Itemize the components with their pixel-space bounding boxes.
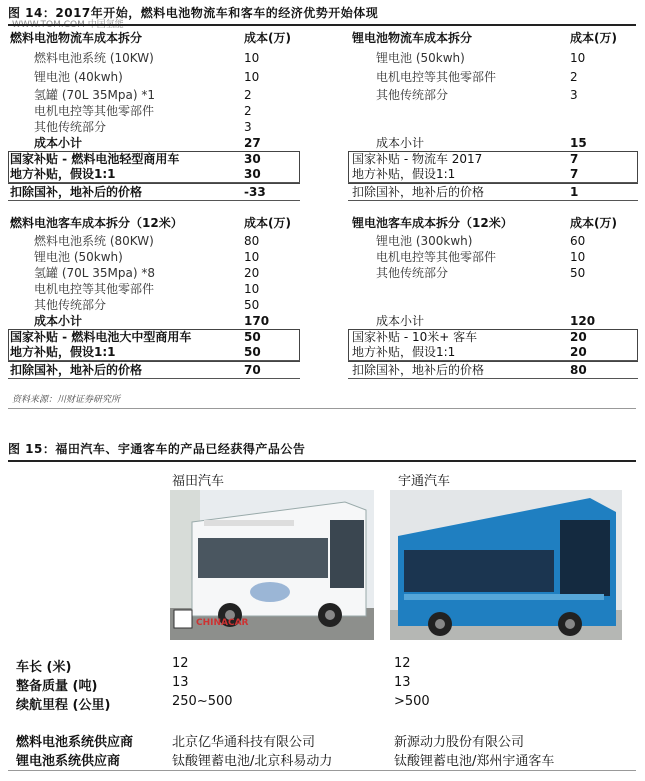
net-price-label: 扣除国补，地补后的价格 xyxy=(352,185,485,199)
row-label: 其他传统部分 xyxy=(34,298,107,312)
net-price-label: 扣除国补，地补后的价格 xyxy=(352,363,485,377)
subsidy-value: 30 xyxy=(244,152,261,166)
table-header: 锂电池客车成本拆分（12米） xyxy=(352,216,513,230)
spec-label: 整备质量 (吨) xyxy=(16,679,98,694)
subsidy-label: 国家补贴 - 燃料电池轻型商用车 xyxy=(10,152,180,166)
row-label: 其他传统部分 xyxy=(34,120,107,134)
column-header-yutong: 宇通汽车 xyxy=(398,474,451,489)
net-price-label: 扣除国补，地补后的价格 xyxy=(10,363,143,377)
spec-label: 续航里程 (公里) xyxy=(16,698,111,713)
spec-value-yutong: 12 xyxy=(394,656,411,671)
subsidy-value: 20 xyxy=(570,330,587,344)
subtotal-label: 成本小计 xyxy=(376,136,425,150)
subtotal-label: 成本小计 xyxy=(376,314,425,328)
source-note: 资料来源：川财证券研究所 xyxy=(12,395,121,405)
divider xyxy=(348,360,638,361)
subtotal-value: 27 xyxy=(244,136,261,150)
row-label: 其他传统部分 xyxy=(376,88,449,102)
supplier-label: 燃料电池系统供应商 xyxy=(16,735,134,750)
subsidy-label: 地方补贴，假设1:1 xyxy=(352,167,456,181)
divider xyxy=(8,408,636,409)
table-header-unit: 成本(万) xyxy=(244,31,291,45)
net-price-label: 扣除国补，地补后的价格 xyxy=(10,185,143,199)
yutong-bus-illustration xyxy=(390,490,622,640)
subtotal-value: 15 xyxy=(570,136,587,150)
row-value: 3 xyxy=(244,120,252,134)
spec-value-yutong: 13 xyxy=(394,675,411,690)
subsidy-value: 30 xyxy=(244,167,261,181)
table-header-unit: 成本(万) xyxy=(244,216,291,230)
subsidy-label: 国家补贴 - 物流车 2017 xyxy=(352,152,483,166)
subsidy-value: 7 xyxy=(570,152,579,166)
row-value: 2 xyxy=(570,70,578,84)
row-label: 燃料电池系统 (80KW) xyxy=(34,234,154,248)
row-label: 锂电池 (40kwh) xyxy=(34,70,123,84)
row-label: 电机电控等其他零部件 xyxy=(34,104,155,118)
net-price-value: 1 xyxy=(570,185,579,199)
row-value: 10 xyxy=(570,250,586,264)
photo-watermark-logo: CHINACAR xyxy=(196,618,249,628)
subsidy-value: 7 xyxy=(570,167,579,181)
row-value: 10 xyxy=(244,250,260,264)
row-value: 10 xyxy=(244,51,260,65)
supplier-value-yutong: 钛酸锂蓄电池/郑州宇通客车 xyxy=(394,754,555,769)
row-value: 10 xyxy=(244,282,260,296)
supplier-value-yutong: 新源动力股份有限公司 xyxy=(394,735,525,750)
divider xyxy=(8,770,636,771)
subsidy-label: 地方补贴，假设1:1 xyxy=(10,345,116,359)
table-header-unit: 成本(万) xyxy=(570,216,617,230)
figure-15-top-rule xyxy=(8,460,636,462)
divider xyxy=(348,200,638,201)
figure-14-top-rule xyxy=(8,24,636,26)
subsidy-label: 国家补贴 - 10米+ 客车 xyxy=(352,330,478,344)
row-label: 燃料电池系统 (10KW) xyxy=(34,51,154,65)
row-label: 锂电池 (50kwh) xyxy=(34,250,123,264)
divider xyxy=(348,378,638,379)
divider xyxy=(8,378,300,379)
subsidy-value: 50 xyxy=(244,345,261,359)
watermark-text: WWW.TOM.COM 中国氢能 xyxy=(12,20,124,30)
figure-14-title: 图 14：2017年开始，燃料电池物流车和客车的经济优势开始体现 xyxy=(8,6,379,20)
spec-value-yutong: >500 xyxy=(394,694,430,709)
row-value: 50 xyxy=(570,266,586,280)
supplier-value-foton: 北京亿华通科技有限公司 xyxy=(172,735,316,750)
table-header: 燃料电池客车成本拆分（12米） xyxy=(10,216,183,230)
row-label: 其他传统部分 xyxy=(376,266,449,280)
row-label: 氢罐 (70L 35Mpa) *1 xyxy=(34,88,155,102)
table-header: 锂电池物流车成本拆分 xyxy=(352,31,473,45)
divider xyxy=(8,360,300,361)
row-label: 锂电池 (50kwh) xyxy=(376,51,465,65)
divider xyxy=(348,182,638,183)
net-price-value: 80 xyxy=(570,363,587,377)
column-header-foton: 福田汽车 xyxy=(172,474,225,489)
table-header: 燃料电池物流车成本拆分 xyxy=(10,31,143,45)
row-value: 3 xyxy=(570,88,578,102)
row-value: 20 xyxy=(244,266,260,280)
row-value: 50 xyxy=(244,298,260,312)
row-value: 80 xyxy=(244,234,260,248)
table-header-unit: 成本(万) xyxy=(570,31,617,45)
subsidy-label: 地方补贴，假设1:1 xyxy=(10,167,116,181)
net-price-value: 70 xyxy=(244,363,261,377)
figure-15-title: 图 15：福田汽车、宇通客车的产品已经获得产品公告 xyxy=(8,442,306,456)
row-label: 氢罐 (70L 35Mpa) *8 xyxy=(34,266,155,280)
subtotal-label: 成本小计 xyxy=(34,314,83,328)
foton-bus-photo xyxy=(170,490,374,640)
row-value: 10 xyxy=(244,70,260,84)
subsidy-value: 20 xyxy=(570,345,587,359)
divider xyxy=(8,182,300,183)
supplier-value-foton: 钛酸锂蓄电池/北京科易动力 xyxy=(172,754,333,769)
divider xyxy=(8,200,300,201)
subtotal-value: 170 xyxy=(244,314,270,328)
spec-value-foton: 250~500 xyxy=(172,694,233,709)
row-label: 电机电控等其他零部件 xyxy=(34,282,155,296)
subsidy-label: 地方补贴，假设1:1 xyxy=(352,345,456,359)
row-label: 锂电池 (300kwh) xyxy=(376,234,473,248)
net-price-value: -33 xyxy=(244,185,266,199)
subtotal-value: 120 xyxy=(570,314,596,328)
spec-label: 车长 (米) xyxy=(16,660,72,675)
row-value: 10 xyxy=(570,51,586,65)
row-value: 60 xyxy=(570,234,586,248)
row-value: 2 xyxy=(244,88,252,102)
row-value: 2 xyxy=(244,104,252,118)
spec-value-foton: 13 xyxy=(172,675,189,690)
row-label: 电机电控等其他零部件 xyxy=(376,250,497,264)
spec-value-foton: 12 xyxy=(172,656,189,671)
supplier-label: 锂电池系统供应商 xyxy=(16,754,121,769)
row-label: 电机电控等其他零部件 xyxy=(376,70,497,84)
subsidy-label: 国家补贴 - 燃料电池大中型商用车 xyxy=(10,330,192,344)
subtotal-label: 成本小计 xyxy=(34,136,83,150)
subsidy-value: 50 xyxy=(244,330,261,344)
yutong-bus-photo xyxy=(390,490,622,640)
